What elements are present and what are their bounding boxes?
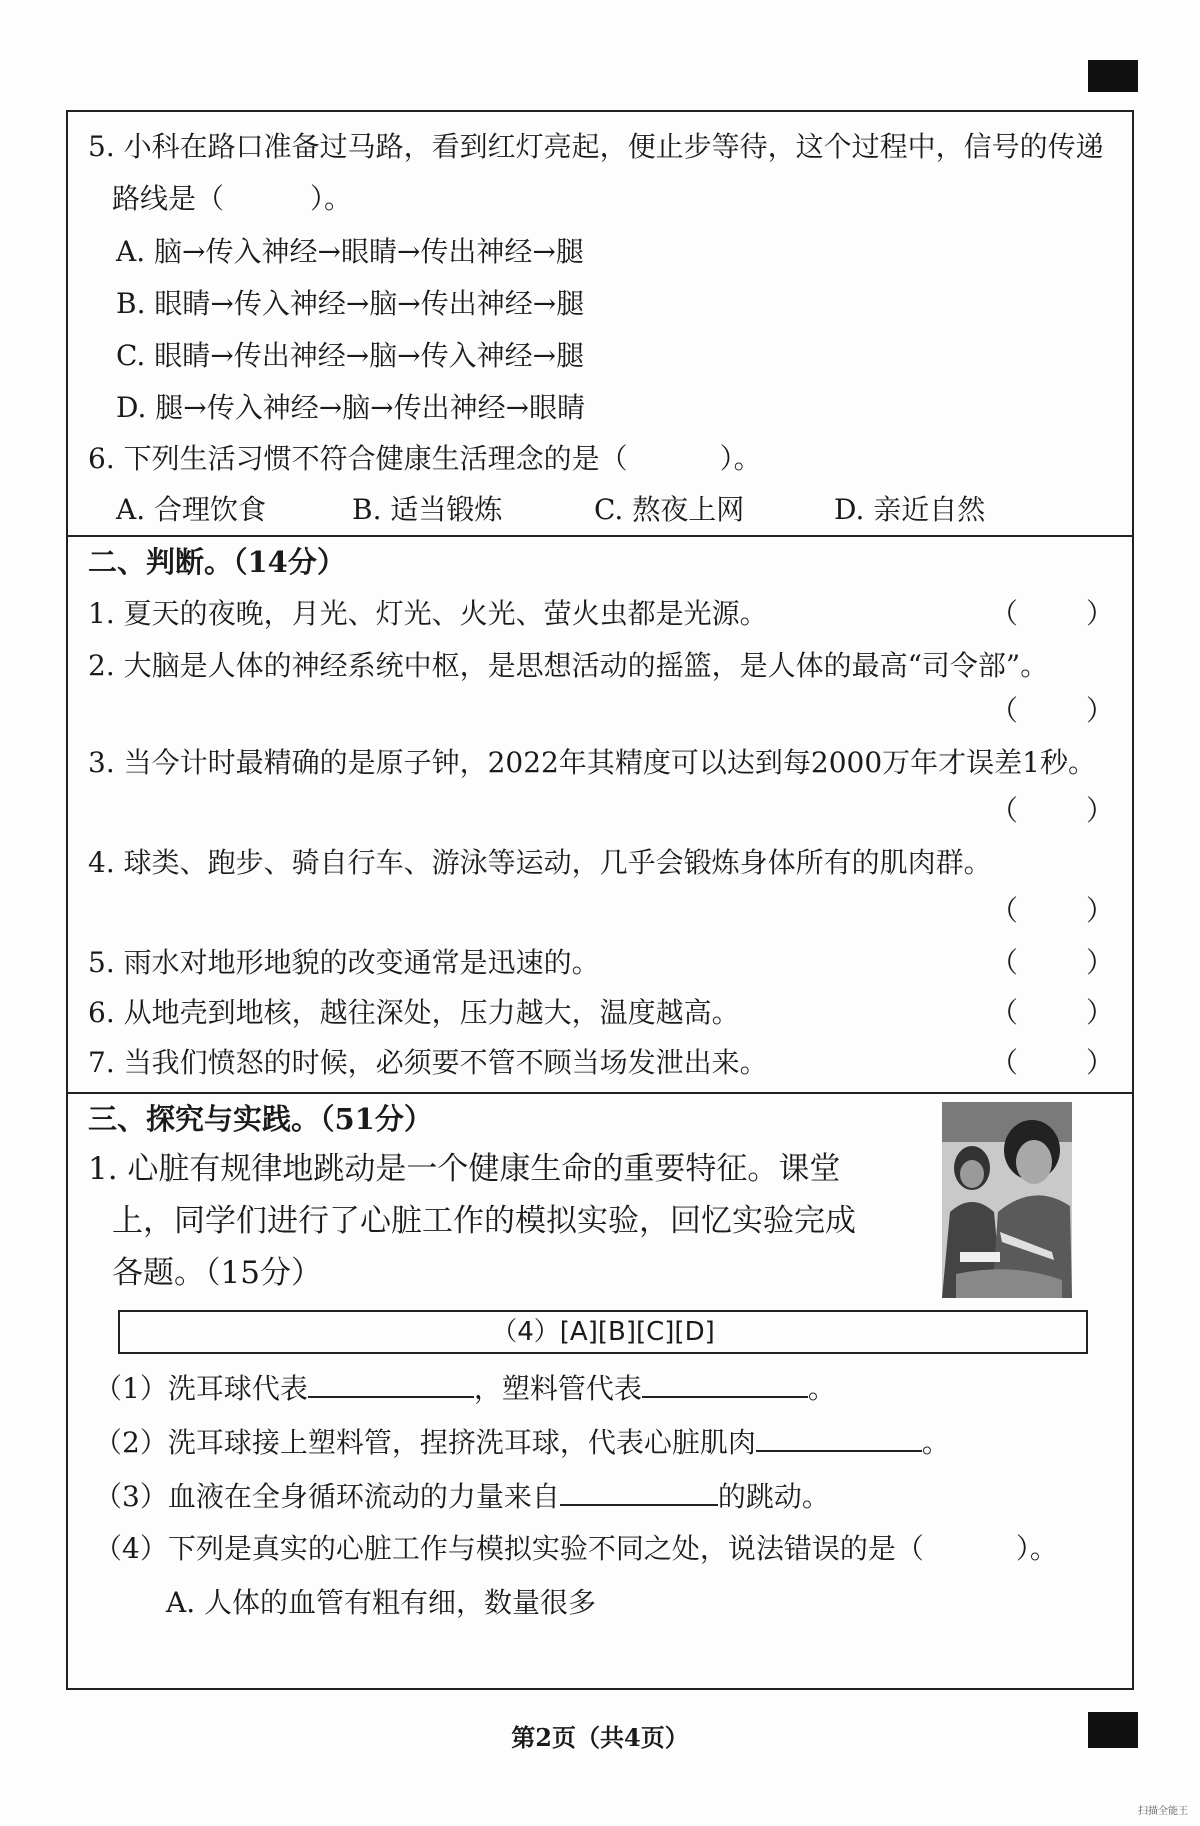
section-2-heading: 二、判断。（14分）	[88, 545, 346, 579]
page-number: 第2页（共4页）	[511, 1723, 689, 1752]
alignment-marker-bottom	[1088, 1712, 1138, 1748]
question-6-option-a: A. 合理饮食	[116, 493, 267, 526]
answer-blank[interactable]	[642, 1370, 808, 1398]
scanner-watermark: 扫描全能王	[1138, 1806, 1188, 1817]
answer-blank[interactable]	[756, 1424, 922, 1452]
question-6-option-d: D. 亲近自然	[834, 493, 986, 526]
answer-paren-open: （	[990, 794, 1019, 827]
sub-question-3: （3）血液在全身循环流动的力量来自 的跳动。	[94, 1480, 830, 1513]
question-5-option-d: D. 腿→传入神经→脑→传出神经→眼睛	[116, 391, 586, 424]
section-divider-1	[66, 535, 1134, 537]
question-6-option-b: B. 适当锻炼	[352, 493, 503, 526]
question-5-line2: 路线是（ ）。	[112, 182, 353, 215]
question-5-option-a: A. 脑→传入神经→眼睛→传出神经→腿	[116, 235, 584, 268]
answer-paren-open: （	[990, 996, 1019, 1029]
question-5-option-b: B. 眼睛→传入神经→脑→传出神经→腿	[116, 287, 585, 320]
answer-paren-open: （	[990, 694, 1019, 727]
question-6-option-c: C. 熬夜上网	[594, 493, 745, 526]
answer-paren-close: ）	[1086, 996, 1115, 1029]
answer-paren-open: （	[990, 894, 1019, 927]
answer-choice-bar: （4）[A][B][C][D]	[118, 1310, 1088, 1354]
answer-blank[interactable]	[308, 1370, 474, 1398]
answer-paren-close: ）	[1086, 794, 1115, 827]
answer-paren-close: ）	[1086, 694, 1115, 727]
answer-paren-close: ）	[1086, 894, 1115, 927]
question-1-line2: 上，同学们进行了心脏工作的模拟实验，回忆实验完成	[112, 1203, 856, 1239]
sub-question-4-option-a: A. 人体的血管有粗有细，数量很多	[166, 1586, 597, 1619]
heart-experiment-photo	[942, 1102, 1072, 1298]
judge-item-2: 2. 大脑是人体的神经系统中枢，是思想活动的摇篮，是人体的最高“司令部”。	[88, 649, 1049, 682]
answer-paren-open: （	[990, 597, 1019, 630]
sub-question-1: （1）洗耳球代表 ，塑料管代表 。	[94, 1372, 836, 1405]
question-6-stem: 6. 下列生活习惯不符合健康生活理念的是（ ）。	[88, 442, 762, 475]
judge-item-6: 6. 从地壳到地核，越往深处，压力越大，温度越高。	[88, 996, 740, 1029]
sub-question-4: （4）下列是真实的心脏工作与模拟实验不同之处，说法错误的是（ ）。	[94, 1532, 1058, 1565]
question-1-line3: 各题。（15分）	[112, 1255, 322, 1291]
question-5-line1: 5. 小科在路口准备过马路，看到红灯亮起，便止步等待，这个过程中，信号的传递	[88, 130, 1104, 163]
answer-blank[interactable]	[560, 1478, 718, 1506]
alignment-marker-top	[1088, 60, 1138, 92]
answer-paren-open: （	[990, 946, 1019, 979]
section-divider-2	[66, 1092, 1134, 1094]
judge-item-7: 7. 当我们愤怒的时候，必须要不管不顾当场发泄出来。	[88, 1046, 768, 1079]
answer-paren-open: （	[990, 1046, 1019, 1079]
judge-item-3: 3. 当今计时最精确的是原子钟，2022年其精度可以达到每2000万年才误差1秒。	[88, 746, 1096, 779]
sub-question-2: （2）洗耳球接上塑料管，捏挤洗耳球，代表心脏肌肉 。	[94, 1426, 950, 1459]
question-5-option-c: C. 眼睛→传出神经→脑→传入神经→腿	[116, 339, 585, 372]
judge-item-1: 1. 夏天的夜晚，月光、灯光、火光、萤火虫都是光源。	[88, 597, 768, 630]
answer-paren-close: ）	[1086, 597, 1115, 630]
judge-item-5: 5. 雨水对地形地貌的改变通常是迅速的。	[88, 946, 600, 979]
answer-paren-close: ）	[1086, 946, 1115, 979]
answer-paren-close: ）	[1086, 1046, 1115, 1079]
question-1-line1: 1. 心脏有规律地跳动是一个健康生命的重要特征。课堂	[88, 1151, 841, 1187]
section-3-heading: 三、探究与实践。（51分）	[88, 1102, 433, 1136]
judge-item-4: 4. 球类、跑步、骑自行车、游泳等运动，几乎会锻炼身体所有的肌肉群。	[88, 846, 992, 879]
